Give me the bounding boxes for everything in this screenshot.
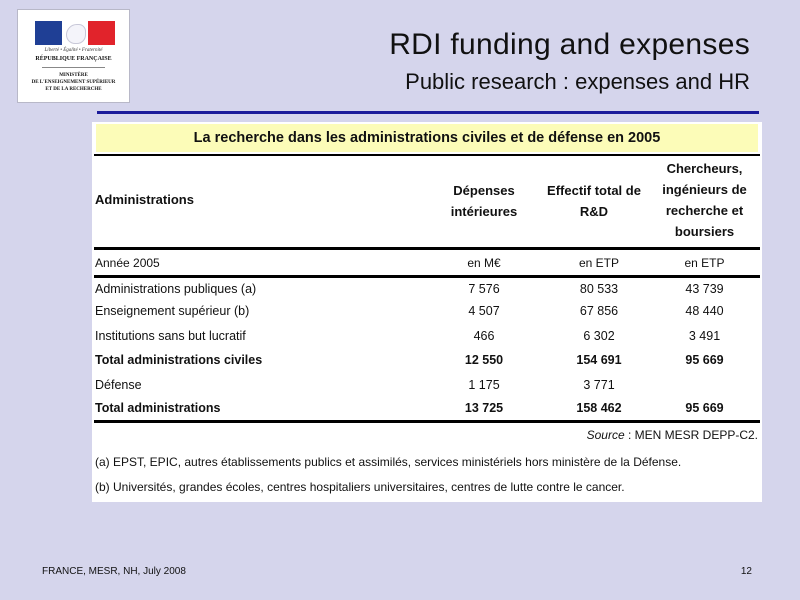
row-chercheurs: 3 491 xyxy=(688,329,721,343)
table-title: La recherche dans les administrations civiles et de défense en 2005 xyxy=(96,124,758,152)
header-effectif: Effectif total de R&D xyxy=(547,183,641,219)
row-chercheurs: 43 739 xyxy=(685,282,724,296)
row-chercheurs: 48 440 xyxy=(685,304,724,318)
row-label: Administrations publiques (a) xyxy=(95,282,257,296)
units-row-label: Année 2005 xyxy=(95,256,160,270)
header-depenses: Dépenses intérieures xyxy=(450,183,518,219)
table-rule xyxy=(94,420,760,423)
ministry-logo xyxy=(17,9,130,103)
units-chercheurs: en ETP xyxy=(684,256,725,270)
row-depenses: 13 725 xyxy=(464,401,504,415)
row-depenses: 1 175 xyxy=(468,378,500,392)
row-label: Total administrations civiles xyxy=(95,353,263,367)
row-chercheurs: 95 669 xyxy=(685,401,724,415)
header-chercheurs: Chercheurs, ingénieurs de recherche et boursiers xyxy=(662,161,747,239)
row-effectif: 158 462 xyxy=(576,401,622,415)
row-depenses: 12 550 xyxy=(464,353,504,367)
units-depenses: en M€ xyxy=(467,256,501,270)
row-depenses: 466 xyxy=(473,329,495,343)
table-source xyxy=(587,428,758,442)
table-rule xyxy=(94,154,760,156)
table-rule xyxy=(94,247,760,250)
table-rule xyxy=(94,275,760,278)
row-depenses: 4 507 xyxy=(468,304,500,318)
row-label: Institutions sans but lucratif xyxy=(95,329,246,343)
source-text: : MEN MESR DEPP-C2. xyxy=(624,428,758,442)
logo-republic: RÉPUBLIQUE FRANÇAISE xyxy=(35,56,112,62)
footer-credit: FRANCE, MESR, NH, July 2008 xyxy=(42,566,186,577)
logo-motto: Liberté • Égalité • Fraternité xyxy=(44,48,103,53)
footnote-a: (a) EPST, EPIC, autres établissements publics et assimilés, services ministériels hors ministère de la Défense. xyxy=(95,455,682,469)
research-table-panel xyxy=(92,122,762,502)
units-effectif: en ETP xyxy=(578,256,620,270)
slide-subtitle: Public research : expenses and HR xyxy=(405,69,750,94)
header-administrations: Administrations xyxy=(95,192,194,207)
row-effectif: 67 856 xyxy=(579,304,619,318)
row-label: Défense xyxy=(95,378,142,392)
row-label: Total administrations xyxy=(95,401,221,415)
title-divider xyxy=(97,111,759,114)
row-effectif: 6 302 xyxy=(583,329,615,343)
slide-title: RDI funding and expenses xyxy=(389,28,750,61)
source-label: Source xyxy=(586,428,625,442)
logo-ministry: MINISTÈRE DE L'ENSEIGNEMENT SUPÉRIEUR ET DE LA RECHERCHE xyxy=(31,73,116,92)
page-number: 12 xyxy=(740,566,752,577)
row-effectif: 3 771 xyxy=(583,378,615,392)
row-depenses: 7 576 xyxy=(468,282,500,296)
footnote-b: (b) Universités, grandes écoles, centres hospitaliers universitaires, centres de lutte contre le cancer. xyxy=(95,480,625,494)
french-flag-icon xyxy=(35,21,115,45)
row-chercheurs: 95 669 xyxy=(685,353,724,367)
row-effectif: 80 533 xyxy=(579,282,619,296)
row-label: Enseignement supérieur (b) xyxy=(95,304,250,318)
row-effectif: 154 691 xyxy=(576,353,622,367)
